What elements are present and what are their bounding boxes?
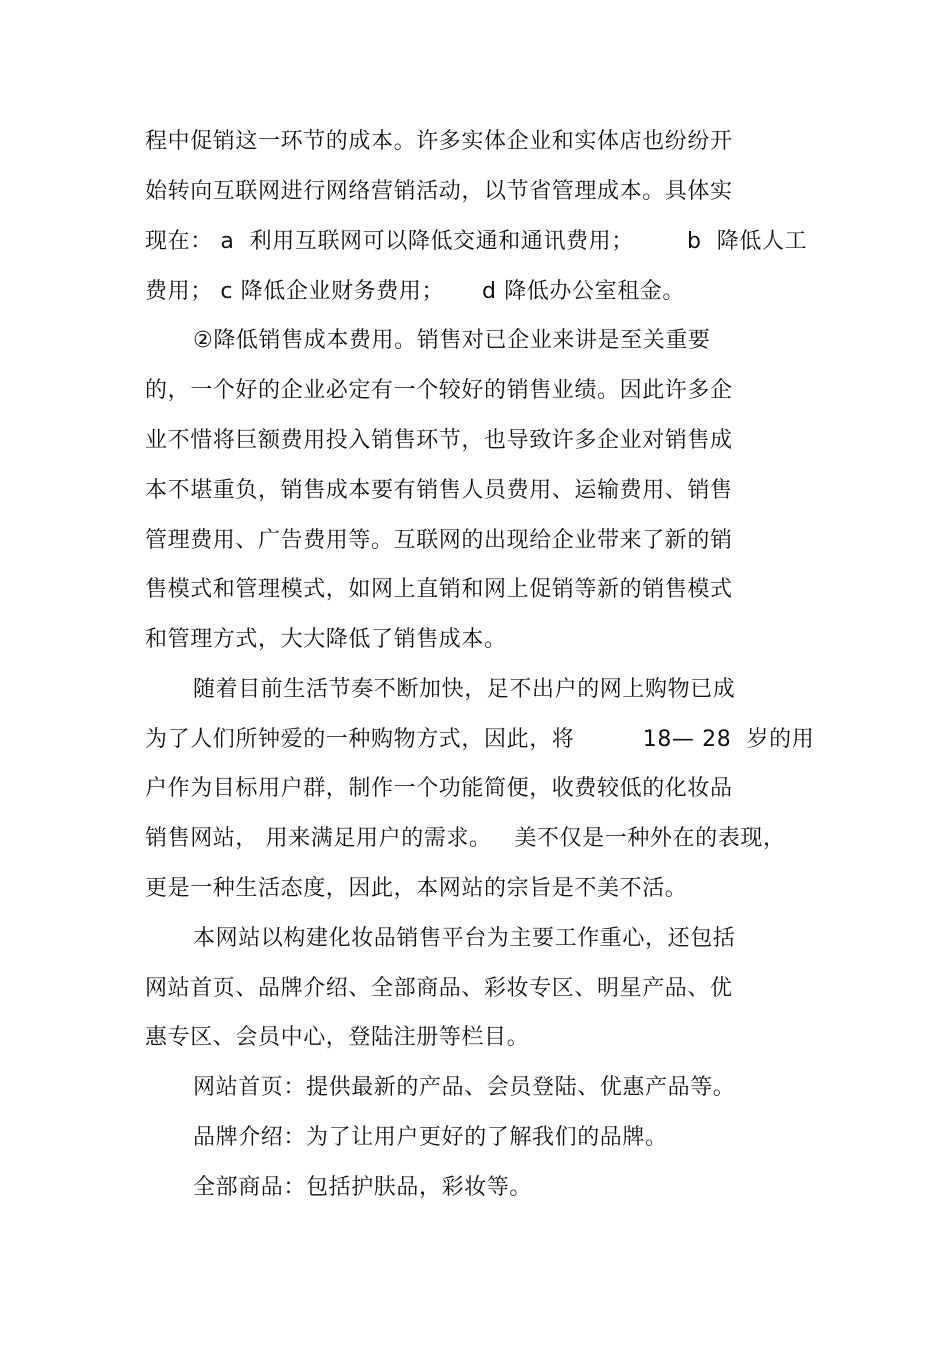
text-line: 惠专区、会员中心，登陆注册等栏目。 [145,1025,530,1050]
text-line: 网站首页、品牌介绍、全部商品、彩妆专区、明星产品、优 [145,976,733,1001]
text-line: 的，一个好的企业必定有一个较好的销售业绩。因此许多企 [145,378,733,403]
text-line: 本不堪重负，销售成本要有销售人员费用、运输费用、销售 [145,478,733,503]
text-line: 售模式和管理模式，如网上直销和网上促销等新的销售模式 [145,577,733,602]
paragraph-start-line: 全部商品：包括护肤品，彩妆等。 [193,1175,533,1200]
text-line: 业不惜将巨额费用投入销售环节，也导致许多企业对销售成 [145,428,733,453]
text-line: 始转向互联网进行网络营销活动，以节省管理成本。具体实 [145,179,733,204]
text-line: 程中促销这一环节的成本。许多实体企业和实体店也纷纷开 [145,129,733,154]
text-line: 现在： a 利用互联网可以降低交通和通讯费用； b 降低人工 [145,229,808,254]
paragraph-start-line: 品牌介绍：为了让用户更好的了解我们的品牌。 [193,1125,668,1150]
text-line: 管理费用、广告费用等。互联网的出现给企业带来了新的销 [145,528,733,553]
text-line: 和管理方式，大大降低了销售成本。 [145,627,507,652]
text-line: 户作为目标用户群，制作一个功能简便，收费较低的化妆品 [145,776,733,801]
paragraph-start-line: ②降低销售成本费用。销售对已企业来讲是至关重要 [193,328,711,353]
text-line: 更是一种生活态度，因此，本网站的宗旨是不美不活。 [145,876,688,901]
text-line: 费用； c 降低企业财务费用； d 降低办公室租金。 [145,279,686,304]
paragraph-start-line: 随着目前生活节奏不断加快，足不出户的网上购物已成 [193,677,736,702]
text-line: 为了人们所钟爱的一种购物方式，因此，将 18— 28 岁的用 [145,727,815,752]
paragraph-start-line: 网站首页：提供最新的产品、会员登陆、优惠产品等。 [193,1075,736,1100]
paragraph-start-line: 本网站以构建化妆品销售平台为主要工作重心，还包括 [193,926,736,951]
text-line: 销售网站， 用来满足用户的需求。 美不仅是一种外在的表现， [145,826,786,851]
